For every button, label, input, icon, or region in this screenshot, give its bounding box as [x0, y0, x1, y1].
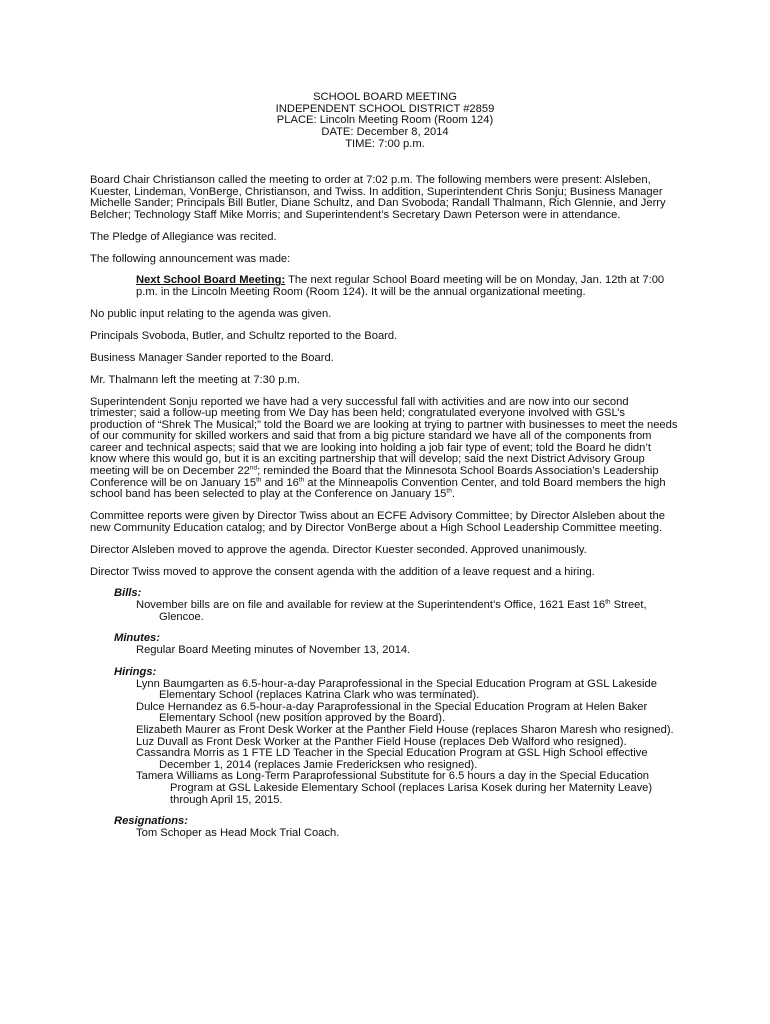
meeting-header — [0, 92, 770, 150]
announcement-intro: The following announcement was made: — [90, 252, 291, 265]
pledge-paragraph: The Pledge of Allegiance was recited. — [90, 230, 277, 243]
bills-heading: Bills: — [114, 587, 142, 600]
minutes-section — [90, 633, 678, 656]
hiring-item: Dulce Hernandez as 6.5-hour-a-day Paraprofessional in the Special Education Program at Helen Baker Elementary School (new position approved by the Board). — [136, 700, 648, 725]
supt-sup-3: th — [298, 475, 305, 483]
supt-sup-4: th — [446, 487, 452, 495]
bills-text: November bills are on file and available for review at the Superintendent’s Office, 1621 East 16 — [136, 599, 606, 611]
resignations-heading: Resignations: — [114, 815, 188, 828]
header-time: TIME: 7:00 p.m. — [345, 137, 425, 150]
announcement-label: Next School Board Meeting: — [136, 274, 286, 287]
business-manager-paragraph: Business Manager Sander reported to the Board. — [90, 351, 334, 364]
principals-paragraph: Principals Svoboda, Butler, and Schultz reported to the Board. — [90, 329, 398, 342]
hiring-item: Luz Duvall as Front Desk Worker at the Panther Field House (replaces Deb Walford who resigned). — [136, 735, 627, 748]
supt-text-1: Superintendent Sonju reported we have had a very successful fall with activities and are now into our second trimester; said a follow-up meeting from We Day has been held; congratulated everyone involved with GSL’s production of “Shrek The Musical;” told the Board we are looking at trying to partner with businesses to meet the needs of our community for skilled workers and said that from a big picture standard we have all of the components from career and technical aspects; said that we are looking into holding a job fair type of event; told the Board he didn’t know where this would go, but it is an exciting partnership that will develop; said the next District Advisory Group meeting will be on December 22 — [90, 395, 678, 478]
bills-sup: th — [605, 598, 611, 606]
bills-section — [90, 588, 678, 623]
announcement-block — [136, 275, 678, 298]
header-title: SCHOOL BOARD MEETING — [313, 91, 457, 103]
resignations-section — [90, 816, 678, 839]
hiring-item: Lynn Baumgarten as 6.5-hour-a-day Paraprofessional in the Special Education Program at GSL Lakeside Elementary School (replaces Katrina Clark who was terminated). — [136, 677, 657, 702]
hirings-heading: Hirings: — [114, 665, 157, 678]
consent-motion-paragraph: Director Twiss moved to approve the consent agenda with the addition of a leave request and a hiring. — [90, 565, 595, 578]
minutes-body — [90, 175, 678, 850]
supt-text-5: . — [451, 488, 455, 501]
public-input-paragraph: No public input relating to the agenda was given. — [90, 307, 332, 320]
supt-sup-2: th — [256, 475, 262, 483]
header-date: DATE: December 8, 2014 — [321, 126, 449, 139]
supt-text-4: at the Minneapolis Convention Center, and told Board members the high school band has been selected to play at the Conference on January 15 — [90, 476, 666, 501]
minutes-item: Regular Board Meeting minutes of November 13, 2014. — [136, 644, 411, 657]
announcement-text: The next regular School Board meeting will be on Monday, Jan. 12th at 7:00 p.m. in the Lincoln Meeting Room (Room 124). It will be the annual organizational meeting. — [136, 274, 665, 299]
supt-text-3: and 16 — [261, 476, 299, 489]
bills-item — [136, 600, 678, 623]
header-place: PLACE: Lincoln Meeting Room (Room 124) — [276, 114, 494, 127]
supt-text-2: ; reminded the Board that the Minnesota School Boards Association’s Leadership Conference will be on January 15 — [90, 465, 659, 489]
header-district: INDEPENDENT SCHOOL DISTRICT #2859 — [275, 102, 495, 115]
resignations-item: Tom Schoper as Head Mock Trial Coach. — [136, 826, 340, 839]
agenda-motion-paragraph: Director Alsleben moved to approve the agenda. Director Kuester seconded. Approved unanimously. — [90, 543, 587, 556]
hiring-item: Elizabeth Maurer as Front Desk Worker at the Panther Field House (replaces Sharon Maresh who resigned). — [136, 723, 674, 736]
supt-sup-1: nd — [249, 464, 258, 472]
superintendent-report-paragraph — [90, 397, 678, 501]
committee-paragraph: Committee reports were given by Director Twiss about an ECFE Advisory Committee; by Director Alsleben about the new Community Education catalog; and by Director VonBerge about a High School Leadership Committee meeting. — [90, 510, 665, 534]
minutes-heading: Minutes: — [114, 632, 160, 645]
thalmann-paragraph: Mr. Thalmann left the meeting at 7:30 p.m. — [90, 373, 300, 386]
hiring-item: Cassandra Morris as 1 FTE LD Teacher in the Special Education Program at GSL High School effective December 1, 2014 (replaces Jamie Fredericksen who resigned). — [136, 747, 648, 771]
hirings-section — [90, 667, 678, 806]
call-to-order-paragraph: Board Chair Christianson called the meeting to order at 7:02 p.m. The following members were present: Alsleben, Kuester, Lindeman, VonBerge, Christianson, and Twiss. In addition, Superintendent Chris Sonju; Business Manager Michelle Sander; Principals Bill Butler, Diane Schultz, and Dan Svoboda; Randall Thalmann, Rich Glennie, and Jerry Belcher; Technology Staff Mike Morris; and Superintendent’s Secretary Dawn Peterson were in attendance. — [90, 174, 666, 221]
hiring-item: Tamera Williams as Long-Term Paraprofessional Substitute for 6.5 hours a day in the Special Education Program at GSL Lakeside Elementary School (replaces Larisa Kosek during her Maternity Leave) through April 15, 2015. — [136, 770, 653, 806]
bills-text-end: Street, Glencoe. — [159, 599, 647, 623]
